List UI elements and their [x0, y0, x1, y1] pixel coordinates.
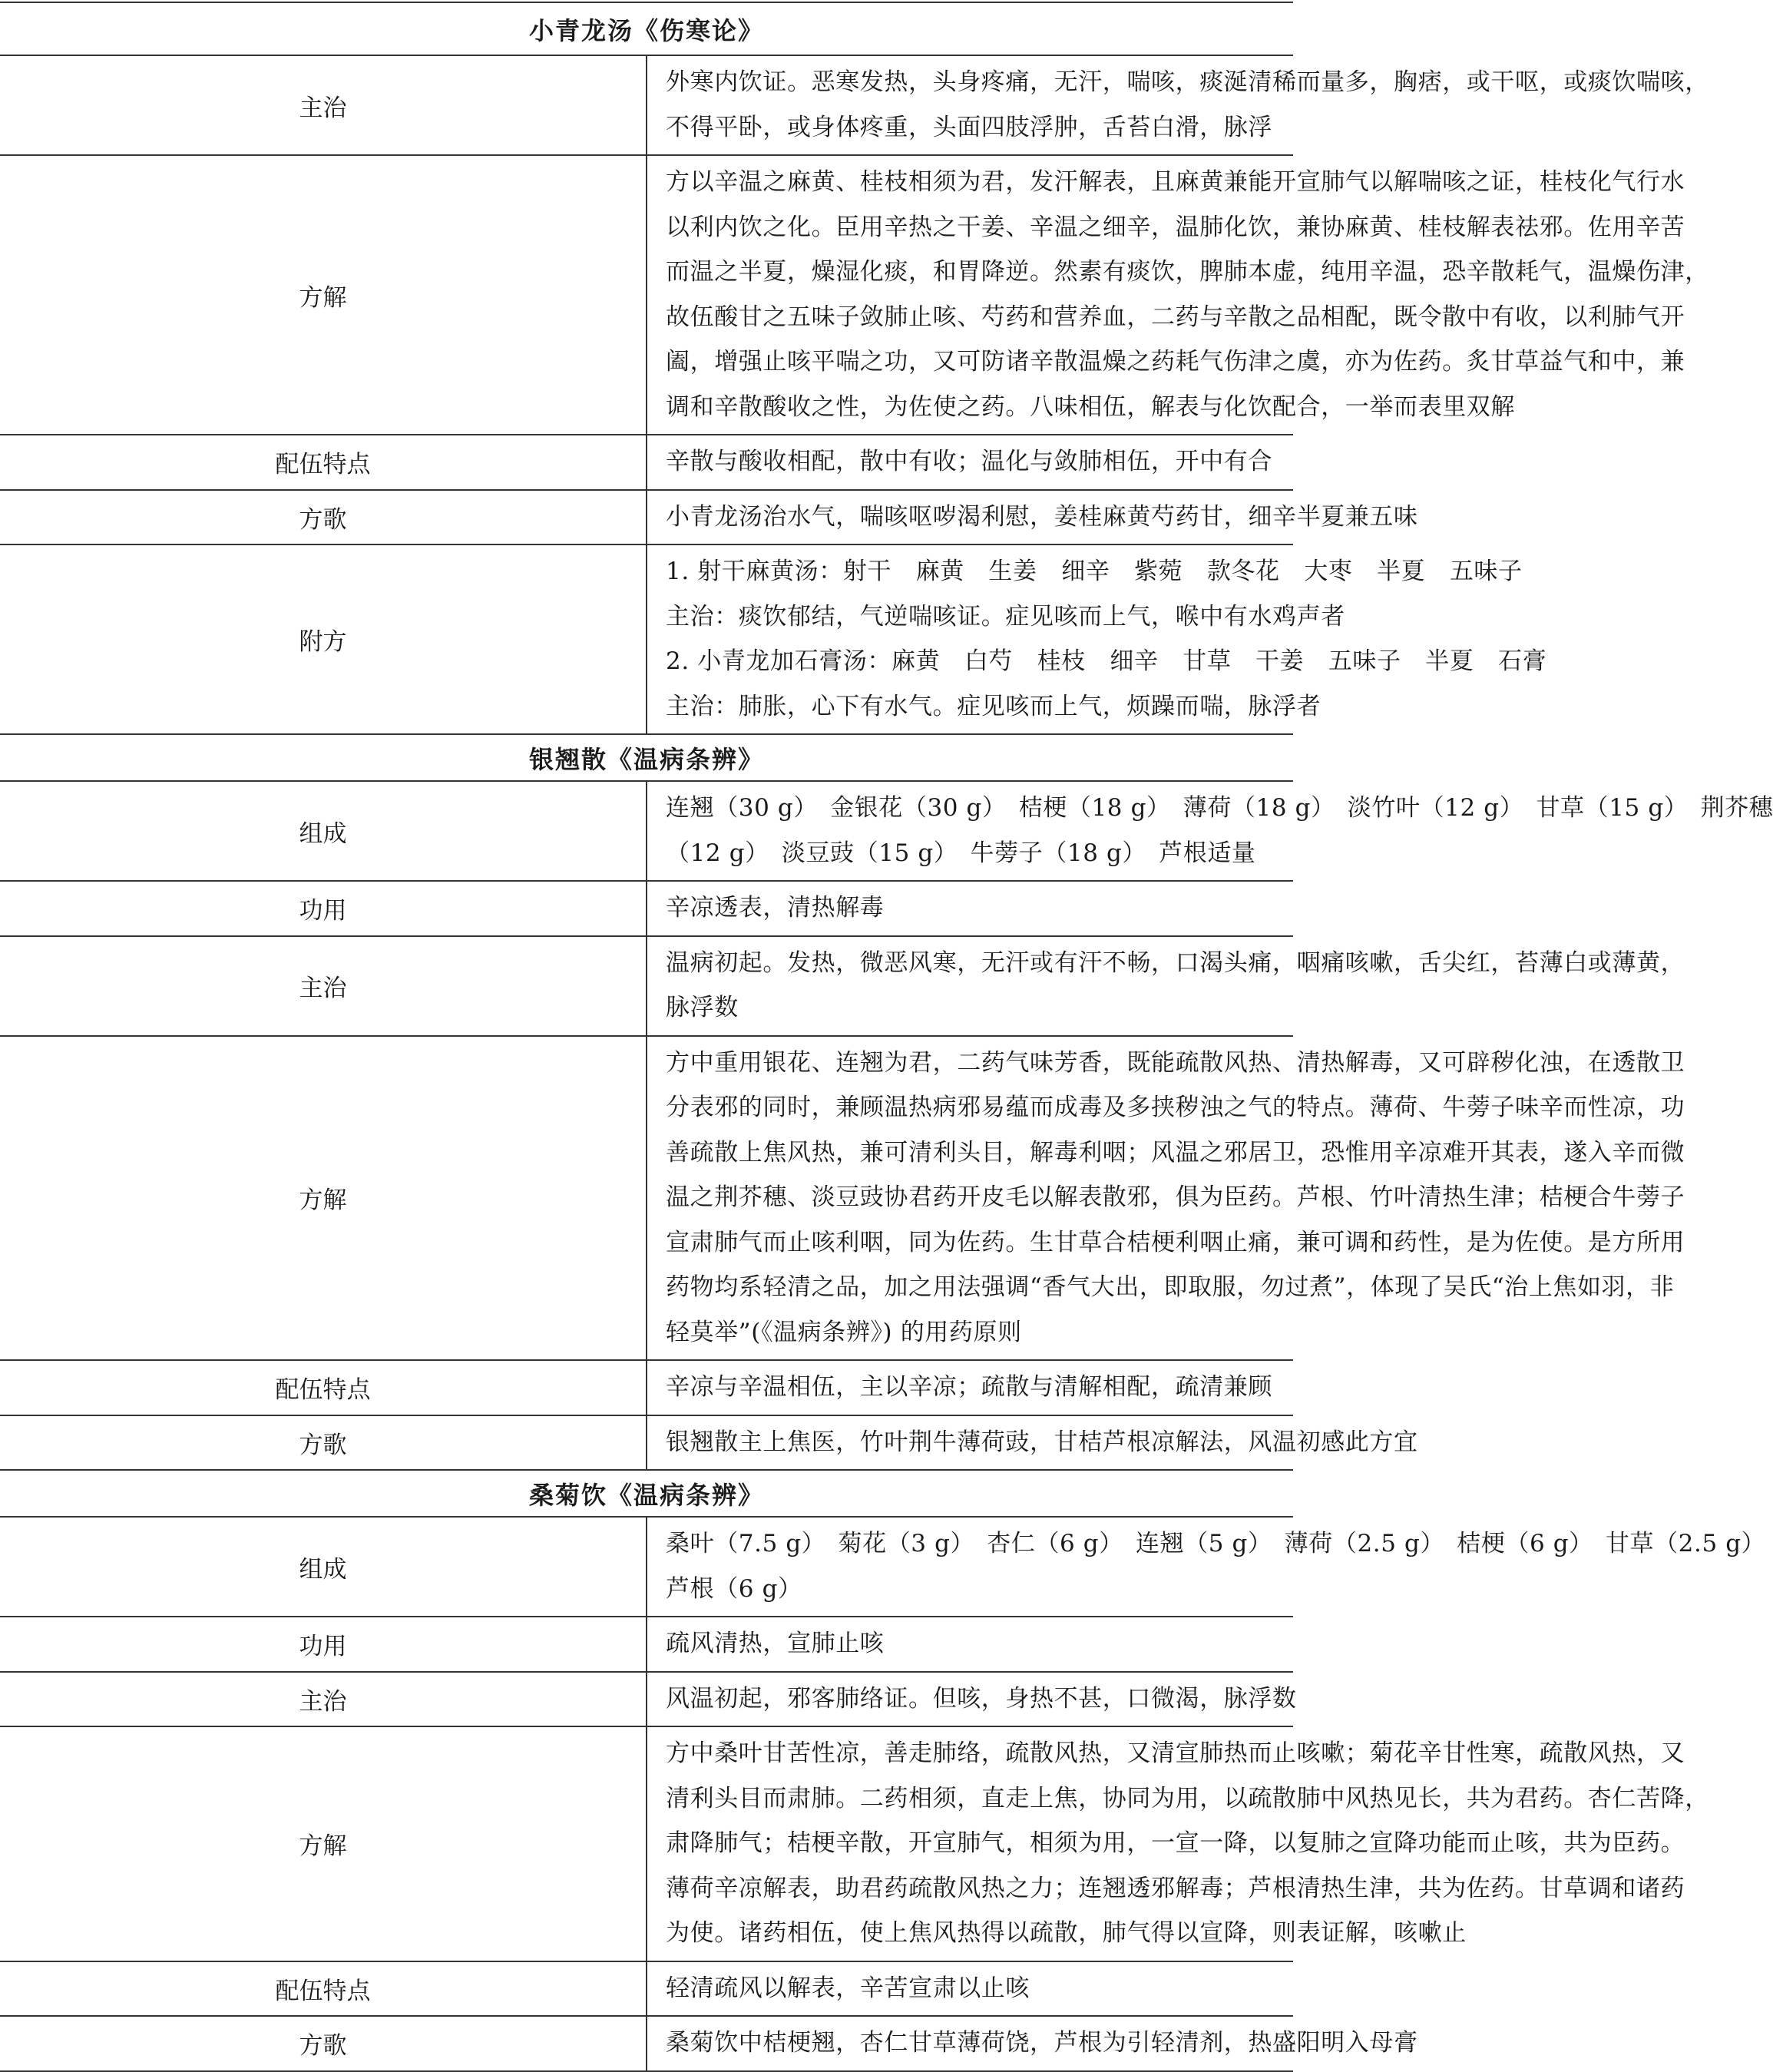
content-line: 肃降肺气；桔梗辛散，开宣肺气，相须为用，一宣一降，以复肺之宣降功能而止咳，共为臣药。 — [666, 1829, 1685, 1857]
content-line: 宣肃肺气而止咳利咽，同为佐药。生甘草合桔梗利咽止痛，兼可调和药性，是为佐使。是方所用 — [666, 1228, 1685, 1256]
section-title: 银翘散《温病条辨》 — [0, 734, 1293, 781]
row-content — [647, 1415, 1418, 1471]
content-line: 不得平卧，或身体疼重，头面四肢浮肿，舌苔白滑，脉浮 — [666, 113, 1272, 141]
content-line: 温病初起。发热，微恶风寒，无汗或有汗不畅，口渴头痛，咽痛咳嗽，舌尖红，苔薄白或薄黄， — [666, 948, 1685, 977]
row-label: 组成 — [0, 781, 647, 881]
content-line: 芦根（6 g） — [666, 1574, 802, 1603]
row-content — [647, 1360, 1293, 1415]
row-content — [647, 155, 1709, 435]
row-content — [647, 781, 1773, 881]
row-label: 主治 — [0, 1672, 647, 1727]
content-line: 桑叶（7.5 g） 菊花（3 g） 杏仁（6 g） 连翘（5 g） 薄荷（2.5 g） 桔梗（6 g） 甘草（2.5 g） — [666, 1530, 1766, 1557]
row-label: 主治 — [0, 936, 647, 1036]
row-content — [647, 1961, 1293, 2017]
row-content — [647, 881, 1293, 936]
content-line: 辛凉透表，清热解毒 — [666, 894, 885, 922]
content-line: 1. 射干麻黄汤：射干 麻黄 生姜 细辛 紫菀 款冬花 大枣 半夏 五味子 — [666, 558, 1523, 585]
content-line: （12 g） 淡豆豉（15 g） 牛蒡子（18 g） 芦根适量 — [666, 839, 1256, 867]
section-title: 小青龙汤《伤寒论》 — [0, 2, 1293, 55]
row-label: 功用 — [0, 881, 647, 936]
row-label: 主治 — [0, 55, 647, 155]
row-content — [647, 435, 1293, 490]
row-label: 方歌 — [0, 490, 647, 545]
content-line: 轻清疏风以解表，辛苦宣肃以止咳 — [666, 1974, 1030, 2002]
content-line: 风温初起，邪客肺络证。但咳，身热不甚，口微渴，脉浮数 — [666, 1684, 1297, 1713]
content-line: 方中桑叶甘苦性凉，善走肺络，疏散风热，又清宣肺热而止咳嗽；菊花辛甘性寒，疏散风热，又 — [666, 1739, 1685, 1767]
row-label: 功用 — [0, 1617, 647, 1672]
content-line: 分表邪的同时，兼顾温热病邪易蕴而成毒及多挟秽浊之气的特点。薄荷、牛蒡子味辛而性凉，功 — [666, 1094, 1685, 1121]
row-label: 组成 — [0, 1517, 647, 1617]
content-line: 连翘（30 g） 金银花（30 g） 桔梗（18 g） 薄荷（18 g） 淡竹叶（12 g） 甘草（15 g） 荆芥穗 — [666, 794, 1773, 822]
content-line: 药物均系轻清之品，加之用法强调“香气大出，即取服，勿过煮”，体现了吴氏“治上焦如羽，非 — [666, 1273, 1675, 1301]
row-label: 方歌 — [0, 2016, 647, 2071]
content-line: 故伍酸甘之五味子敛肺止咳、芍药和营养血，二药与辛散之品相配，既令散中有收，以利肺气开 — [666, 303, 1685, 331]
content-line: 为使。诸药相伍，使上焦风热得以疏散，肺气得以宣降，则表证解，咳嗽止 — [666, 1919, 1467, 1947]
row-label: 方解 — [0, 1036, 647, 1361]
row-label: 方解 — [0, 1726, 647, 1961]
row-label: 配伍特点 — [0, 1360, 647, 1415]
content-line: 轻莫举”(《温病条辨》) 的用药原则 — [666, 1318, 1022, 1346]
content-line: 辛凉与辛温相伍，主以辛凉；疏散与清解相配，疏清兼顾 — [666, 1373, 1272, 1401]
content-line: 疏风清热，宣肺止咳 — [666, 1630, 885, 1657]
content-line: 薄荷辛凉解表，助君药疏散风热之力；连翘透邪解毒；芦根清热生津，共为佐药。甘草调和诸药 — [666, 1874, 1685, 1902]
row-content — [647, 1617, 1293, 1672]
content-line: 银翘散主上焦医，竹叶荆牛薄荷豉，甘桔芦根凉解法，风温初感此方宜 — [666, 1428, 1418, 1456]
row-content — [647, 2016, 1418, 2071]
content-line: 清利头目而肃肺。二药相须，直走上焦，协同为用，以疏散肺中风热见长，共为君药。杏仁苦降， — [666, 1784, 1709, 1812]
row-label: 附方 — [0, 544, 647, 734]
content-line: 桑菊饮中桔梗翘，杏仁甘草薄荷饶，芦根为引轻清剂，热盛阳明入母膏 — [666, 2029, 1418, 2057]
content-line: 主治：痰饮郁结，气逆喘咳证。症见咳而上气，喉中有水鸡声者 — [666, 602, 1345, 631]
row-content — [647, 936, 1685, 1036]
row-label: 配伍特点 — [0, 435, 647, 490]
content-line: 外寒内饮证。恶寒发热，头身疼痛，无汗，喘咳，痰涎清稀而量多，胸痞，或干呕，或痰饮喘咳， — [666, 68, 1709, 96]
content-line: 以利内饮之化。臣用辛热之干姜、辛温之细辛，温肺化饮，兼协麻黄、桂枝解表祛邪。佐用辛苦 — [666, 213, 1685, 241]
content-line: 主治：肺胀，心下有水气。症见咳而上气，烦躁而喘，脉浮者 — [666, 692, 1321, 720]
row-content — [647, 544, 1547, 734]
content-line: 辛散与酸收相配，散中有收；温化与敛肺相伍，开中有合 — [666, 448, 1272, 475]
row-label: 配伍特点 — [0, 1961, 647, 2017]
row-content — [647, 55, 1709, 155]
row-content — [647, 1726, 1709, 1961]
content-line: 而温之半夏，燥湿化痰，和胃降逆。然素有痰饮，脾肺本虚，纯用辛温，恐辛散耗气，温燥伤津， — [666, 258, 1709, 286]
content-line: 温之荆芥穗、淡豆豉协君药开皮毛以解表散邪，俱为臣药。芦根、竹叶清热生津；桔梗合牛蒡子 — [666, 1183, 1685, 1211]
content-line: 方中重用银花、连翘为君，二药气味芳香，既能疏散风热、清热解毒，又可辟秽化浊，在透散卫 — [666, 1048, 1685, 1077]
row-label: 方歌 — [0, 1415, 647, 1471]
row-content — [647, 490, 1418, 545]
content-line: 小青龙汤治水气，喘咳呕哕渴利慰，姜桂麻黄芍药甘，细辛半夏兼五味 — [666, 502, 1418, 531]
content-line: 方以辛温之麻黄、桂枝相须为君，发汗解表，且麻黄兼能开宣肺气以解喘咳之证，桂枝化气行水 — [666, 168, 1685, 196]
row-label: 方解 — [0, 155, 647, 435]
content-line: 阖，增强止咳平喘之功，又可防诸辛散温燥之药耗气伤津之虞，亦为佐药。炙甘草益气和中，兼 — [666, 348, 1685, 376]
formula-table — [0, 2, 1773, 2072]
row-content — [647, 1672, 1297, 1727]
content-line: 善疏散上焦风热，兼可清利头目，解毒利咽；风温之邪居卫，恐惟用辛凉难开其表，遂入辛而微 — [666, 1138, 1685, 1167]
content-line: 2. 小青龙加石膏汤：麻黄 白芍 桂枝 细辛 甘草 干姜 五味子 半夏 石膏 — [666, 647, 1547, 675]
content-line: 脉浮数 — [666, 994, 739, 1021]
content-line: 调和辛散酸收之性，为佐使之药。八味相伍，解表与化饮配合，一举而表里双解 — [666, 392, 1515, 421]
row-content — [647, 1036, 1685, 1361]
section-title: 桑菊饮《温病条辨》 — [0, 1470, 1293, 1517]
row-content — [647, 1517, 1766, 1617]
